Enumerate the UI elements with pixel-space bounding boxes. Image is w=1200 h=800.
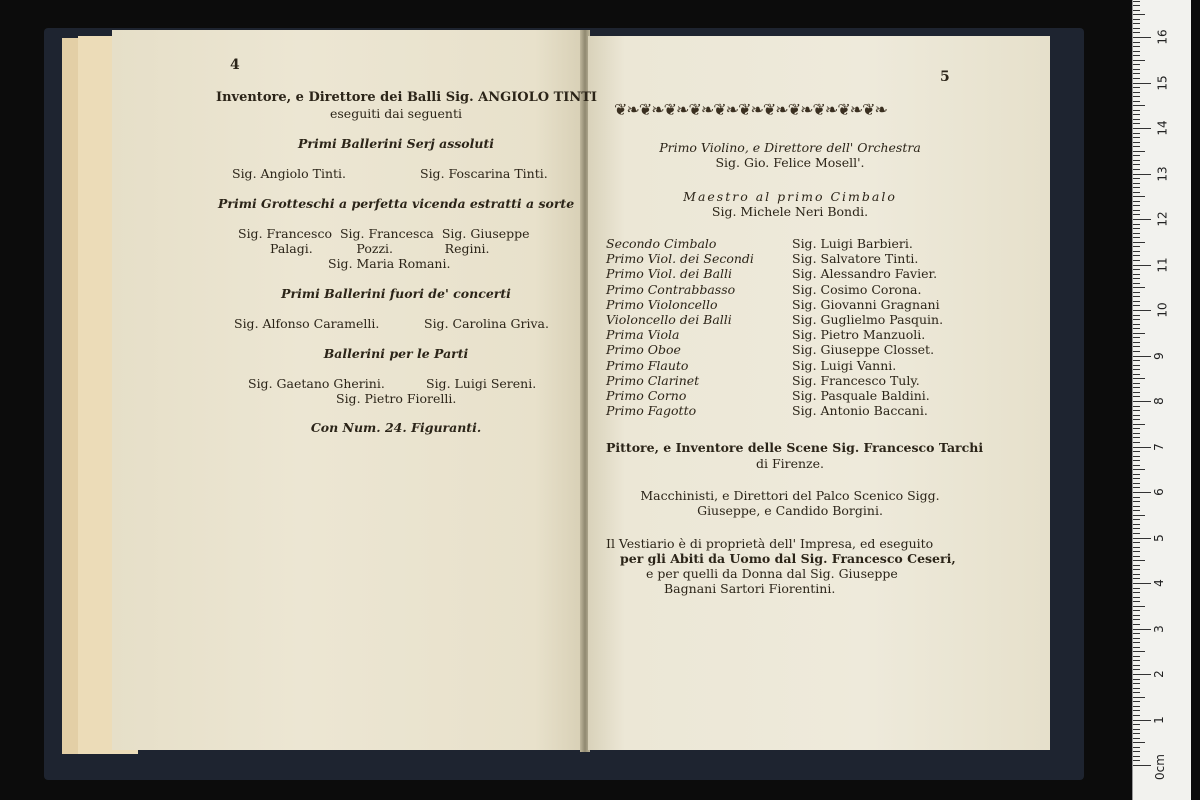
- ruler-tick: [1133, 497, 1140, 498]
- ruler-tick: [1133, 356, 1151, 357]
- ruler-label: 12: [1155, 211, 1170, 227]
- ruler-tick: [1133, 246, 1140, 247]
- ruler-tick: [1133, 710, 1140, 711]
- ruler-tick: [1133, 760, 1140, 761]
- ruler-tick: [1133, 660, 1140, 661]
- ruler-tick: [1133, 651, 1145, 652]
- ruler-tick: [1133, 237, 1140, 238]
- ornament-band: ❦❧❦❧❦❧❦❧❦❧❦❧❦❧❦❧❦❧❦❧❦❧: [614, 100, 887, 119]
- violino-name: Sig. Gio. Felice Mosell'.: [715, 155, 865, 170]
- ruler-tick: [1133, 456, 1140, 457]
- ruler-tick: [1133, 360, 1140, 361]
- cimbalo-name: Sig. Michele Neri Bondi.: [711, 204, 869, 219]
- orchestra-role: Violoncello dei Balli: [606, 312, 732, 327]
- ruler-tick: [1133, 5, 1140, 6]
- left-heading-sub: eseguiti dai seguenti: [329, 106, 462, 121]
- ruler-tick: [1133, 606, 1145, 607]
- ruler-tick: [1133, 365, 1140, 366]
- ruler-tick: [1133, 487, 1140, 488]
- ruler-tick: [1133, 374, 1140, 375]
- ruler-label: 3: [1151, 624, 1166, 633]
- ruler-tick: [1133, 565, 1140, 566]
- ruler-label: 10: [1155, 302, 1170, 318]
- ruler-tick: [1133, 519, 1140, 520]
- ruler-tick: [1133, 706, 1140, 707]
- ruler-tick: [1133, 78, 1140, 79]
- ruler-tick: [1133, 478, 1140, 479]
- ruler-tick: [1133, 547, 1140, 548]
- ruler-tick: [1133, 192, 1140, 193]
- ruler-label: 2: [1151, 670, 1166, 678]
- orchestra-member: Sig. Pasquale Baldini.: [792, 388, 930, 403]
- ruler-tick: [1133, 610, 1140, 611]
- ruler-label: 8: [1151, 397, 1166, 405]
- ruler-tick: [1133, 87, 1140, 88]
- orchestra-role: Primo Fagotto: [606, 403, 697, 419]
- ruler-tick: [1133, 251, 1140, 252]
- ruler-unit-label: 0cm: [1152, 754, 1167, 780]
- ruler-tick: [1133, 638, 1140, 639]
- ruler-tick: [1133, 283, 1140, 284]
- ruler-label: 9: [1151, 351, 1166, 360]
- ruler-label: 16: [1155, 29, 1170, 45]
- ruler-tick: [1133, 369, 1140, 370]
- ruler-tick: [1133, 515, 1145, 516]
- section-title-parti: Ballerini per le Parti: [323, 346, 469, 361]
- ruler-tick: [1133, 701, 1140, 702]
- ruler-tick: [1133, 419, 1140, 420]
- ruler-tick: [1133, 178, 1140, 179]
- ruler-tick: [1133, 597, 1140, 598]
- ruler-tick: [1133, 619, 1140, 620]
- ruler-tick: [1133, 583, 1151, 584]
- ruler-tick: [1133, 751, 1140, 752]
- ruler-label: 1: [1151, 715, 1166, 724]
- ruler-label: 4: [1151, 579, 1166, 587]
- ruler-tick: [1133, 51, 1140, 52]
- orchestra-member: Sig. Alessandro Favier.: [792, 266, 938, 282]
- ruler-tick: [1133, 301, 1140, 302]
- vestiario-line-2: per gli Abiti da Uomo dal Sig. Francesco Ceseri,: [620, 551, 956, 566]
- ruler-tick: [1133, 210, 1140, 211]
- ruler-tick: [1133, 578, 1140, 579]
- ruler-tick: [1133, 765, 1151, 766]
- ruler-tick: [1133, 42, 1140, 43]
- ruler-tick: [1133, 674, 1151, 675]
- ruler-tick: [1133, 351, 1140, 352]
- ruler-tick: [1133, 474, 1140, 475]
- ruler-tick: [1133, 378, 1145, 379]
- ruler-tick: [1133, 656, 1140, 657]
- section-title-grotteschi: Primi Grotteschi a perfetta vicenda estratti a sorte: [218, 196, 575, 211]
- macchinisti-line: Macchinisti, e Direttori del Palco Scenico Sigg.: [640, 488, 940, 503]
- ruler-tick: [1133, 205, 1140, 206]
- ruler-tick: [1133, 23, 1140, 24]
- ruler-tick: [1133, 415, 1140, 416]
- dancer-names-row: Sig. Francesco Sig. Francesca Sig. Giuseppe: [238, 226, 530, 241]
- ruler-tick: [1133, 128, 1151, 129]
- ruler-tick: [1133, 137, 1140, 138]
- ruler-tick: [1133, 733, 1140, 734]
- ruler-tick: [1133, 428, 1140, 429]
- ruler-tick: [1133, 442, 1140, 443]
- ruler-tick: [1133, 542, 1140, 543]
- orchestra-member: Sig. Giovanni Gragnani: [792, 296, 940, 312]
- ruler-tick: [1133, 305, 1140, 306]
- ruler-label: 13: [1155, 165, 1170, 182]
- ruler-tick: [1133, 119, 1140, 120]
- ruler-label: 11: [1155, 256, 1170, 273]
- dancer-name: Sig. Luigi Sereni.: [426, 376, 537, 391]
- orchestra-role: Primo Violoncello: [606, 296, 718, 312]
- vestiario-line-3: e per quelli da Donna dal Sig. Giuseppe: [646, 566, 898, 581]
- ruler-tick: [1133, 720, 1151, 721]
- dancer-name: Sig. Gaetano Gherini.: [248, 376, 385, 391]
- ruler-tick: [1133, 538, 1151, 539]
- ruler-tick: [1133, 551, 1140, 552]
- ruler-tick: [1133, 10, 1140, 11]
- ruler-tick: [1133, 437, 1140, 438]
- ruler-tick: [1133, 255, 1140, 256]
- macchinisti-line-2: Giuseppe, e Candido Borgini.: [697, 503, 883, 518]
- orchestra-member: Sig. Antonio Baccani.: [792, 403, 928, 419]
- orchestra-member: Sig. Cosimo Corona.: [792, 281, 922, 297]
- ruler-tick: [1133, 392, 1140, 393]
- ruler-tick: [1133, 219, 1151, 220]
- ruler-tick: [1133, 451, 1140, 452]
- ruler-label: 6: [1151, 488, 1166, 496]
- ruler-tick: [1133, 201, 1140, 202]
- ruler-tick: [1133, 328, 1140, 329]
- ruler-tick: [1133, 433, 1140, 434]
- orchestra-member: Sig. Francesco Tuly.: [792, 372, 920, 388]
- section-title-fuori: Primi Ballerini fuori de' concerti: [281, 286, 511, 301]
- ruler-tick: [1133, 647, 1140, 648]
- orchestra-role: Prima Viola: [606, 327, 680, 343]
- orchestra-member: Sig. Giuseppe Closset.: [792, 342, 935, 358]
- ruler-tick: [1133, 1, 1140, 2]
- orchestra-member: Sig. Guglielmo Pasquin.: [792, 312, 944, 327]
- ruler-tick: [1133, 83, 1151, 84]
- ruler-tick: [1133, 37, 1151, 38]
- dancer-surnames-row: Palagi. Pozzi. Regini.: [270, 241, 490, 256]
- ruler-tick: [1133, 483, 1140, 484]
- ruler-tick: [1133, 151, 1145, 152]
- ruler-tick: [1133, 401, 1151, 402]
- ruler-tick: [1133, 342, 1140, 343]
- ruler-tick: [1133, 624, 1140, 625]
- dancer-name: Sig. Pietro Fiorelli.: [336, 391, 457, 406]
- orchestra-member: Sig. Luigi Barbieri.: [792, 236, 913, 251]
- ruler-tick: [1133, 233, 1140, 234]
- ruler-tick: [1133, 92, 1140, 93]
- ruler-tick: [1133, 729, 1140, 730]
- ruler-tick: [1133, 337, 1140, 338]
- ruler-tick: [1133, 160, 1140, 161]
- ruler-tick: [1133, 319, 1140, 320]
- ruler-tick: [1133, 396, 1140, 397]
- ruler-tick: [1133, 524, 1140, 525]
- ruler-tick: [1133, 214, 1140, 215]
- ruler-tick: [1133, 228, 1140, 229]
- ruler-tick: [1133, 679, 1140, 680]
- cimbalo-title: Maestro al primo Cimbalo: [683, 189, 897, 204]
- orchestra-role: Secondo Cimbalo: [606, 236, 717, 251]
- ruler-tick: [1133, 460, 1140, 461]
- section-title-serj: Primi Ballerini Serj assoluti: [297, 136, 494, 151]
- ruler-tick: [1133, 278, 1140, 279]
- orchestra-role: Primo Contrabbasso: [606, 281, 736, 297]
- ruler-tick: [1133, 114, 1140, 115]
- ruler-tick: [1133, 669, 1140, 670]
- orchestra-role: Primo Viol. dei Balli: [606, 266, 733, 282]
- left-page-number: 4: [230, 57, 240, 73]
- ruler-tick: [1133, 447, 1151, 448]
- ruler-tick: [1133, 110, 1140, 111]
- ruler-tick: [1133, 346, 1140, 347]
- ruler-tick: [1133, 28, 1140, 29]
- left-heading: Inventore, e Direttore dei Balli Sig. ANGIOLO TINTI: [216, 90, 598, 105]
- dancer-name: Sig. Maria Romani.: [328, 256, 451, 271]
- ruler-tick: [1133, 724, 1140, 725]
- figuranti-line: Con Num. 24. Figuranti.: [310, 420, 482, 435]
- dancer-name: Sig. Carolina Griva.: [424, 316, 549, 331]
- ruler-tick: [1133, 574, 1140, 575]
- ruler-label: 7: [1151, 442, 1166, 451]
- ruler-tick: [1133, 424, 1145, 425]
- ruler-tick: [1133, 123, 1140, 124]
- ruler-tick: [1133, 560, 1145, 561]
- ruler-tick: [1133, 183, 1140, 184]
- ruler-tick: [1133, 615, 1140, 616]
- right-page-number: 5: [940, 69, 950, 85]
- measurement-ruler: [1132, 0, 1191, 800]
- ruler-label: 5: [1151, 533, 1166, 542]
- orchestra-role: Primo Viol. dei Secondi: [606, 251, 754, 267]
- ruler-tick: [1133, 683, 1140, 684]
- ruler-tick: [1133, 315, 1140, 316]
- ruler-tick: [1133, 387, 1140, 388]
- ruler-tick: [1133, 101, 1140, 102]
- ruler-tick: [1133, 410, 1140, 411]
- ruler-tick: [1133, 133, 1140, 134]
- ruler-tick: [1133, 333, 1145, 334]
- ruler-tick: [1133, 533, 1140, 534]
- ruler-tick: [1133, 501, 1140, 502]
- ruler-tick: [1133, 155, 1140, 156]
- pittore-line: Pittore, e Inventore delle Scene Sig. Francesco Tarchi: [606, 440, 984, 455]
- ruler-tick: [1133, 55, 1140, 56]
- ruler-tick: [1133, 69, 1140, 70]
- ruler-tick: [1133, 269, 1140, 270]
- ruler-tick: [1133, 142, 1140, 143]
- ruler-tick: [1133, 469, 1145, 470]
- ruler-tick: [1133, 738, 1140, 739]
- ruler-label: 15: [1155, 74, 1170, 91]
- ruler-tick: [1133, 747, 1140, 748]
- ruler-tick: [1133, 406, 1140, 407]
- ruler-tick: [1133, 492, 1151, 493]
- orchestra-role: Primo Oboe: [606, 342, 681, 358]
- pittore-line-2: di Firenze.: [755, 456, 825, 471]
- ruler-tick: [1133, 633, 1140, 634]
- ruler-tick: [1133, 174, 1151, 175]
- ruler-tick: [1133, 324, 1140, 325]
- ruler-label: 14: [1155, 120, 1170, 136]
- dancer-name: Sig. Foscarina Tinti.: [420, 166, 548, 181]
- ruler-tick: [1133, 32, 1140, 33]
- ruler-tick: [1133, 506, 1140, 507]
- ruler-tick: [1133, 742, 1145, 743]
- dancer-name: Sig. Angiolo Tinti.: [232, 166, 346, 181]
- ruler-tick: [1133, 697, 1145, 698]
- orchestra-member: Sig. Pietro Manzuoli.: [792, 327, 926, 343]
- ruler-tick: [1133, 588, 1140, 589]
- ruler-tick: [1133, 692, 1140, 693]
- ruler-tick: [1133, 196, 1145, 197]
- ruler-tick: [1133, 510, 1140, 511]
- ruler-tick: [1133, 601, 1140, 602]
- orchestra-member: Sig. Luigi Vanni.: [792, 357, 897, 373]
- ruler-tick: [1133, 287, 1145, 288]
- vestiario-line-4: Bagnani Sartori Fiorentini.: [664, 581, 836, 596]
- ruler-tick: [1133, 465, 1140, 466]
- ruler-tick: [1133, 274, 1140, 275]
- ruler-tick: [1133, 383, 1140, 384]
- ruler-tick: [1133, 105, 1145, 106]
- vestiario-line: Il Vestiario è di proprietà dell' Impresa, ed eseguito: [606, 536, 934, 551]
- ruler-tick: [1133, 96, 1140, 97]
- dancer-name: Sig. Alfonso Caramelli.: [234, 316, 380, 331]
- ruler-tick: [1133, 310, 1151, 311]
- ruler-tick: [1133, 629, 1151, 630]
- ruler-tick: [1133, 756, 1140, 757]
- ruler-tick: [1133, 528, 1140, 529]
- ruler-tick: [1133, 688, 1140, 689]
- ruler-tick: [1133, 146, 1140, 147]
- ruler-tick: [1133, 292, 1140, 293]
- ruler-tick: [1133, 14, 1145, 15]
- ruler-tick: [1133, 242, 1145, 243]
- ruler-tick: [1133, 592, 1140, 593]
- orchestra-member: Sig. Salvatore Tinti.: [792, 251, 919, 267]
- ruler-tick: [1133, 715, 1140, 716]
- ruler-tick: [1133, 569, 1140, 570]
- ruler-tick: [1133, 169, 1140, 170]
- ruler-tick: [1133, 556, 1140, 557]
- ruler-tick: [1133, 19, 1140, 20]
- ruler-tick: [1133, 296, 1140, 297]
- ruler-tick: [1133, 642, 1140, 643]
- ruler-tick: [1133, 164, 1140, 165]
- ruler-tick: [1133, 260, 1140, 261]
- ruler-tick: [1133, 665, 1140, 666]
- ruler-tick: [1133, 265, 1151, 266]
- ruler-tick: [1133, 64, 1140, 65]
- ruler-tick: [1133, 46, 1140, 47]
- orchestra-role: Primo Flauto: [606, 357, 689, 373]
- ruler-tick: [1133, 60, 1145, 61]
- ruler-tick: [1133, 224, 1140, 225]
- orchestra-role: Primo Corno: [606, 388, 687, 403]
- ruler-tick: [1133, 73, 1140, 74]
- ruler-tick: [1133, 187, 1140, 188]
- violino-title: Primo Violino, e Direttore dell' Orchestra: [659, 140, 921, 155]
- orchestra-role: Primo Clarinet: [606, 372, 700, 388]
